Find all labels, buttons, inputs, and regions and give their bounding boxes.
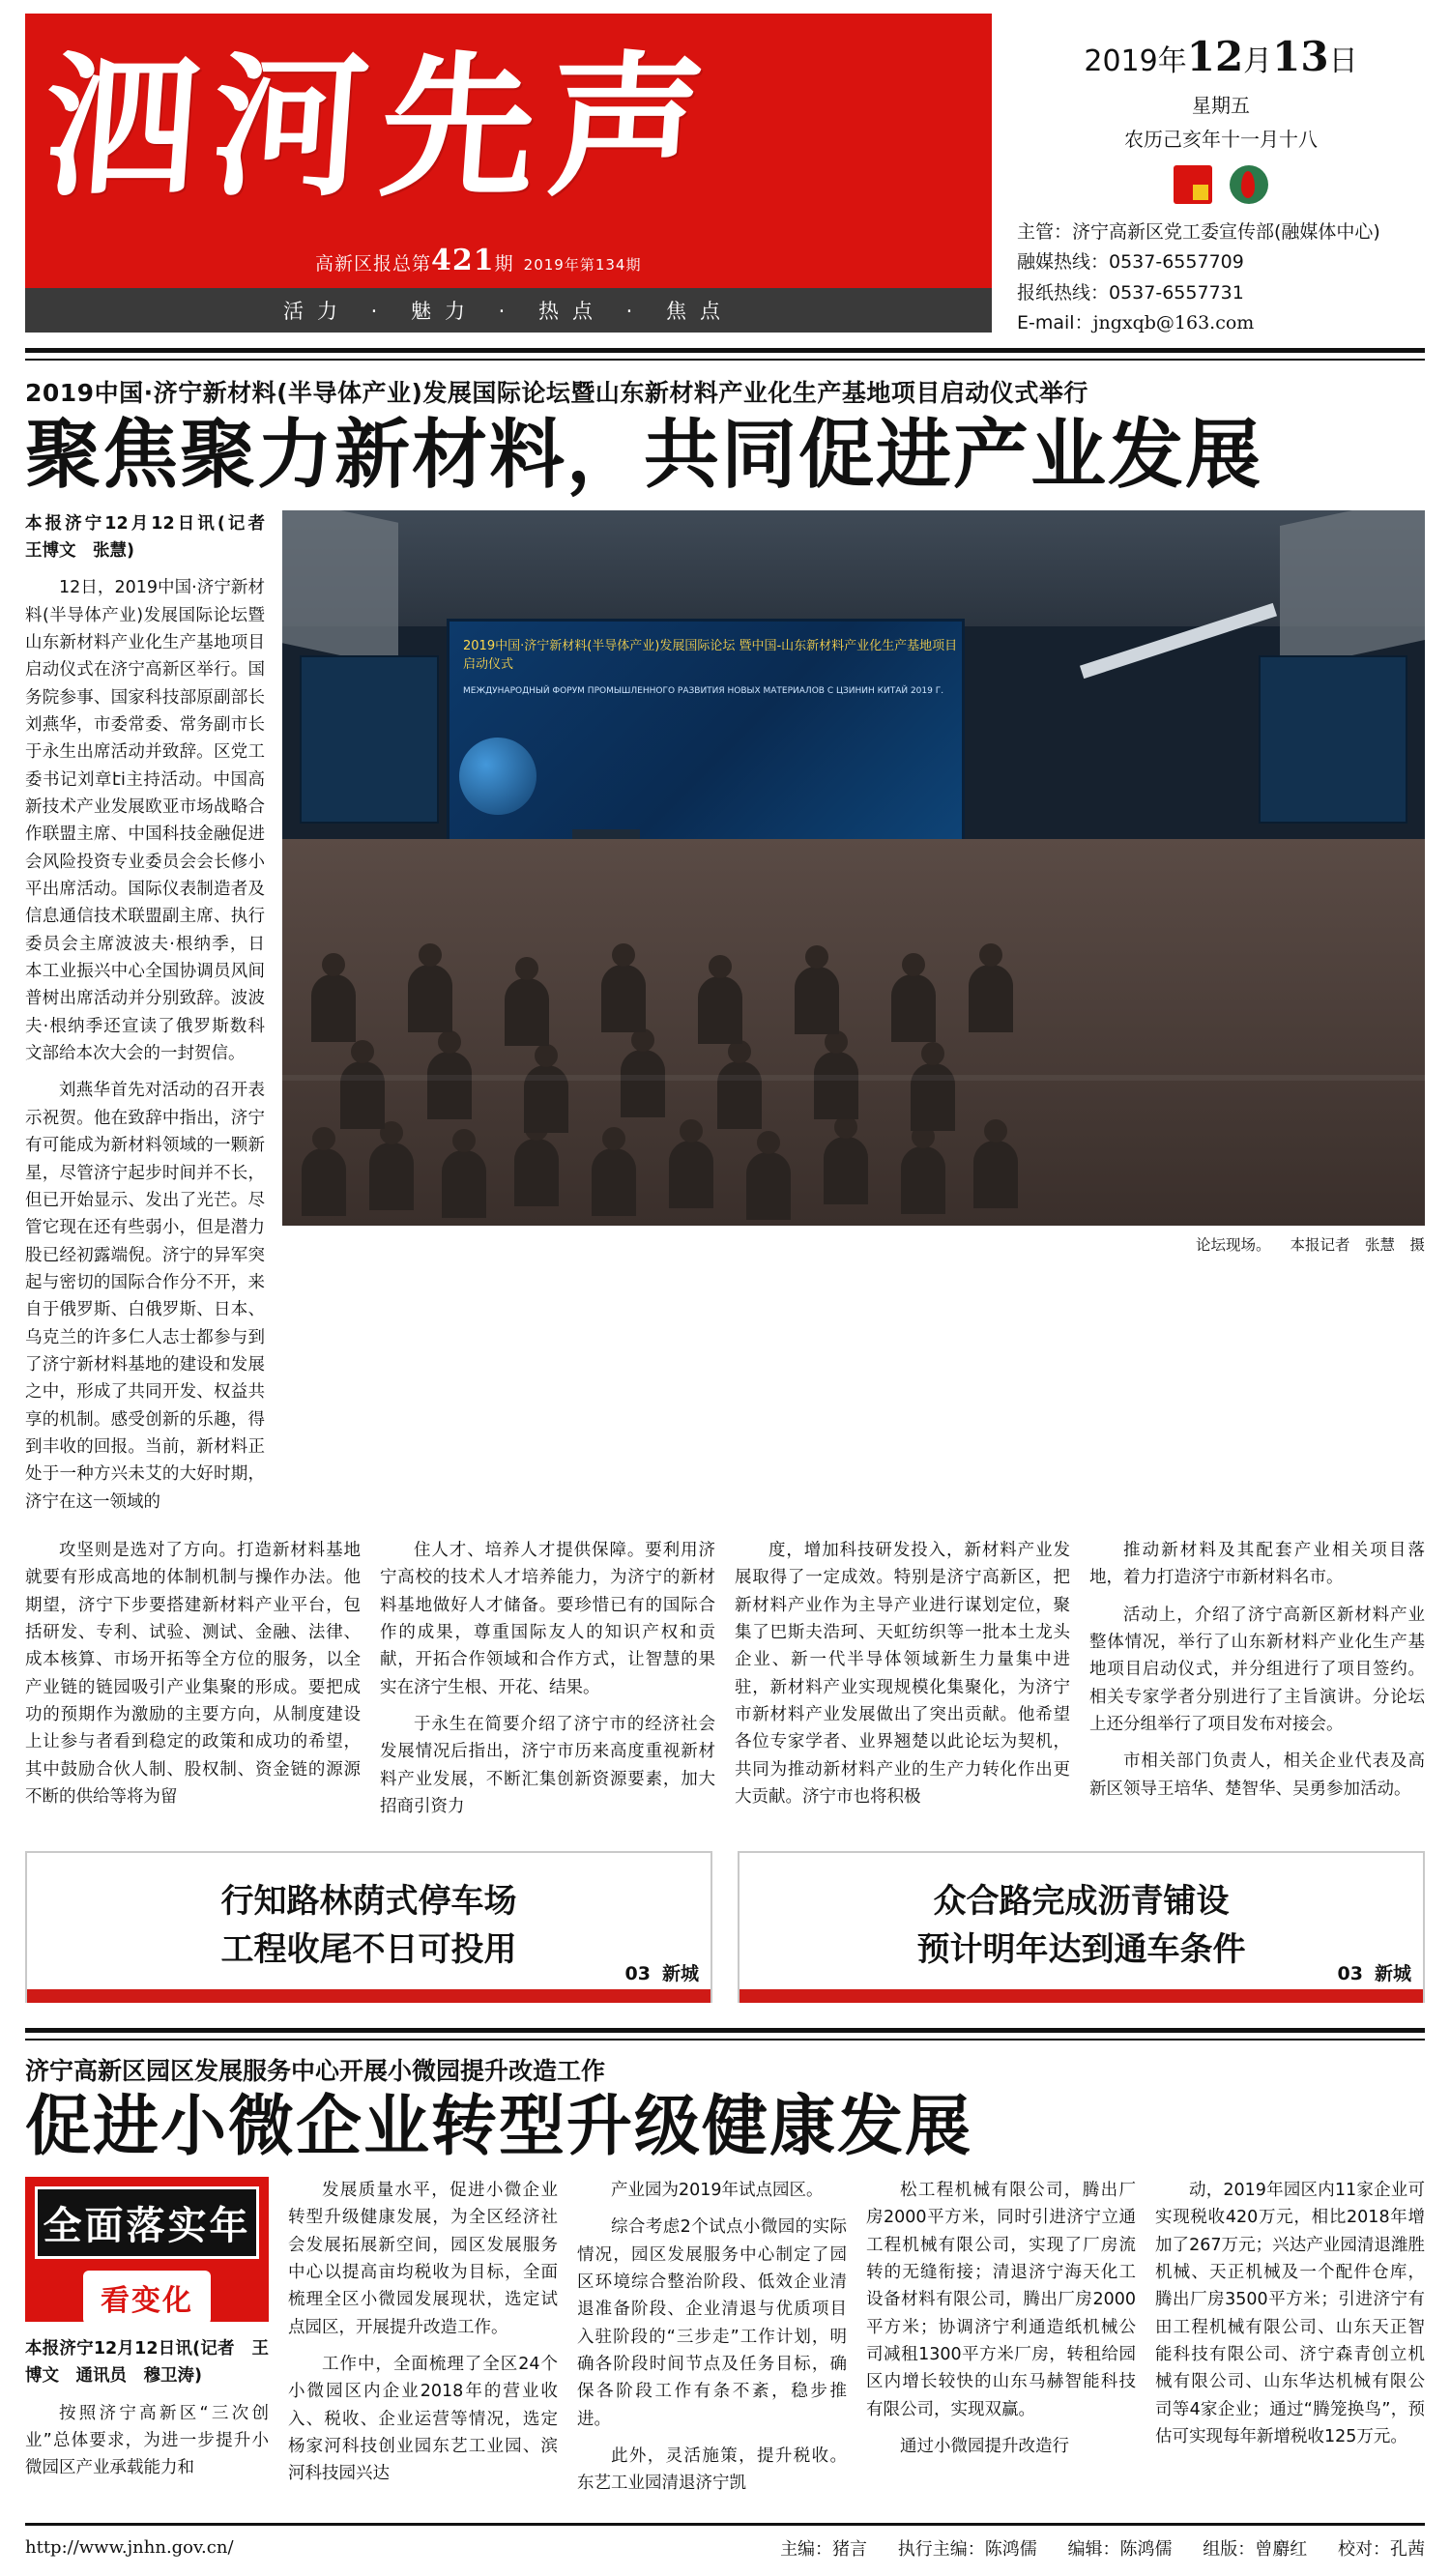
body-column-4 (1089, 1537, 1425, 1830)
divider-thin-2 (25, 2039, 1425, 2041)
date-month-unit: 月 (1243, 44, 1273, 78)
teaser-card-parking[interactable] (25, 1851, 712, 2003)
audience-person (698, 976, 742, 1044)
lead-paragraph: 12日，2019中国·济宁新材料(半导体产业)发展国际论坛暨山东新材料产业化生产基地项目启动仪式在济宁高新区举行。国务院参事、国家科技部原副部长刘燕华，市委常委、常务副市长于永生出席活动并致辞。区党工委书记刘章էi主持活动。中国高新技术产业发展欧亚市场战略合作联盟主席、中国科技金融促进会风险投资专业委员会会长修小平出席活动。国际仪表制造者及信息通信技术联盟副主席、执行委员会主席波波夫·根纳季，日本工业振兴中心全国协调员风间普树出席活动并分别致辞。波波夫·根纳季还宣读了俄罗斯数科文部给本次大会的一封贺信。 (25, 578, 265, 1064)
lead-block (25, 510, 1425, 1525)
credit-chief-editor: 主编：猪言 (780, 2538, 868, 2560)
credit-layout: 组版：曾麝红 (1203, 2538, 1308, 2560)
date-day-unit: 日 (1328, 44, 1358, 78)
audience-person (901, 1146, 945, 1214)
teaser-red-bar (27, 1989, 710, 2003)
body-paragraph: 攻坚则是选对了方向。打造新材料基地就要有形成高地的体制机制与操作办法。他期望，济宁下步要搭建新材料产业平台，包括研发、专利、试验、测试、金融、法律、成本核算、市场开拓等全方位的服务，以全产业链的链园吸引产业集聚的形成。要把成功的预期作为激励的主要方向，从制度建设上让参与者看到稳定的政策和成功的希望，其中鼓励合伙人制、股权制、资金链的源源不断的供给等将为留 (25, 1540, 361, 1808)
audience-person (311, 974, 356, 1042)
body-column-1 (25, 1537, 361, 1830)
imprint-hotline-media: 融媒热线：0537-6557709 (1017, 251, 1244, 274)
story2-paragraph: 产业园为2019年试点园区。 (611, 2180, 824, 2200)
body-column-2 (380, 1537, 715, 1830)
lead-paragraph: 刘燕华首先对活动的召开表示祝贺。他在致辞中指出，济宁有可能成为新材料领域的一颗新星，尽管济宁起步时间并不长，但已开始显示、发出了光芒。尽管它现在还有些弱小，但是潜力股已经初露端倪。济宁的异军突起与密切的国际合作分不开，来自于俄罗斯、白俄罗斯、日本、乌克兰的许多仁人志士都参与到了济宁新材料基地的建设和发展之中，形成了共同开发、权益共享的机制。感受创新的乐趣，得到丰收的回报。当前，新材料正处于一种方兴未艾的大好时期，济宁在这一领域的 (25, 1081, 265, 1512)
audience-person (795, 967, 839, 1034)
imprint-authority: 主管：济宁高新区党工委宣传部(融媒体中心) (1017, 221, 1380, 243)
story2-col-4 (866, 2177, 1136, 2507)
globe-icon (459, 738, 536, 815)
audience-person (369, 1143, 414, 1210)
audience-person (891, 974, 936, 1042)
body-paragraph: 推动新材料及其配套产业相关项目落地，着力打造济宁市新材料名市。 (1089, 1540, 1425, 1588)
photo-credit: 本报记者 张慧 摄 (1290, 1235, 1425, 1254)
credit-proofreader: 校对：孔茜 (1338, 2538, 1425, 2560)
lead-kicker: 2019中国·济宁新材料(半导体产业)发展国际论坛暨山东新材料产业化生产基地项目启动仪式举行 (25, 379, 1088, 408)
date-year: 2019年 (1084, 44, 1187, 78)
photo-caption (282, 1233, 1425, 1255)
audience-person (746, 1152, 791, 1220)
masthead-info (992, 14, 1425, 338)
lead-first-column (25, 510, 282, 1525)
imprint-email-value: jngxqb@163.com (1092, 312, 1255, 334)
story2-col-3 (577, 2177, 847, 2507)
audience-person (621, 1050, 665, 1117)
photo-ceiling-left (282, 510, 398, 668)
story2-block (25, 2177, 1425, 2507)
body-paragraph: 度，增加科技研发投入，新材料产业发展取得了一定成效。特别是济宁高新区，把新材料产业作为主导产业进行谋划定位，聚集了巴斯夫浩珂、天虹纺织等一批本土龙头企业、新一代半导体领域新生力量集中进驻，新材料产业实现规模化集聚化，为济宁市新材料产业发展做出了突出贡献。他希望各位专家学者、业界翘楚以此论坛为契机，共同为推动新材料产业的生产力转化作出更大贡献。济宁市也将积极 (735, 1540, 1070, 1808)
story2-col-2 (288, 2177, 558, 2507)
imprint-hotline-paper: 报纸热线：0537-6557731 (1017, 281, 1244, 304)
badge-top-text: 全面落实年 (35, 2186, 259, 2259)
media-logos (1017, 165, 1425, 204)
divider-thick-2 (25, 2028, 1425, 2033)
lead-headline: 聚焦聚力新材料，共同促进产业发展 (25, 411, 1263, 500)
lead-byline (25, 510, 282, 565)
story2-col-5 (1155, 2177, 1425, 2507)
audience-person (302, 1148, 346, 1216)
body-column-3 (735, 1537, 1070, 1830)
story2-kicker: 济宁高新区园区发展服务中心开展小微园提升改造工作 (25, 2057, 606, 2086)
story2-paragraph: 此外，灵活施策，提升税收。东艺工业园清退济宁凯 (577, 2446, 847, 2494)
story2-paragraph: 动，2019年园区内11家企业可实现税收420万元，相比2018年增加了267万元；兴达产业园清退潍胜机械、天正机械及一个配件仓库，腾出厂房3500平方米；引进济宁有田工程机械有限公司、山东天正智能科技有限公司、济宁森青创立机械有限公司、山东华达机械有限公司等4家企业；通过“腾笼换鸟”，预估可实现每年新增税收125万元。 (1155, 2180, 1425, 2446)
teaser-line-2: 预计明年达到通车条件 (916, 1929, 1246, 1969)
lead-body-columns (25, 1537, 1425, 1830)
teaser-line-1: 众合路完成沥青铺设 (933, 1882, 1230, 1922)
divider-thick (25, 348, 1425, 353)
screen-title-text: 2019中国·济宁新材料(半导体产业)发展国际论坛 暨中国-山东新材料产业化生产基地项目启动仪式 (463, 638, 958, 673)
teaser-title (37, 1878, 701, 1974)
imprint (1017, 217, 1425, 338)
audience-person (969, 965, 1013, 1032)
newspaper-title-text: 泗河先声 (38, 36, 724, 217)
teaser-title (749, 1878, 1413, 1974)
issue-number: 421 (431, 244, 495, 277)
divider-thin (25, 359, 1425, 361)
story2-paragraph: 通过小微园提升改造行 (900, 2436, 1069, 2456)
body-paragraph: 活动上，介绍了济宁高新区新材料产业整体情况，举行了山东新材料产业化生产基地项目启动仪式，并分组进行了项目签约。相关专家学者分别进行了主旨演讲。分论坛上还分组举行了项目发布对接会。 (1089, 1605, 1425, 1735)
body-paragraph: 市相关部门负责人，相关企业代表及高新区领导王培华、楚智华、吴勇参加活动。 (1089, 1751, 1425, 1799)
lunar-date: 农历己亥年十一月十八 (1124, 128, 1318, 151)
credit-editor: 编辑：陈鸿儒 (1067, 2538, 1173, 2560)
teaser-card-road[interactable] (738, 1851, 1425, 2003)
masthead (25, 0, 1425, 338)
story2-paragraph: 松工程机械有限公司，腾出厂房2000平方米，同时引进济宁立通工程机械有限公司，实现了厂房流转的无缝衔接；清退济宁海天化工设备材料有限公司，腾出厂房2000平方米；协调济宁利通造纸机械公司减租1300平方米厂房，转租给园区内增长较快的山东马赫智能科技有限公司，实现双赢。 (866, 2180, 1136, 2419)
teaser-page-ref (1326, 1959, 1411, 1985)
photo-side-screen-right (1259, 655, 1407, 824)
audience-person (427, 1052, 472, 1119)
teaser-row (25, 1851, 1425, 2003)
masthead-banner (25, 14, 992, 333)
story2-paragraph: 按照济宁高新区“三次创业”总体要求，为进一步提升小微园区产业承载能力和 (25, 2403, 269, 2478)
story2-paragraph: 工作中，全面梳理了全区24个小微园区内企业2018年的营业收入、税收、企业运营等情况，选定杨家河科技创业园东艺工业园、滨河科技园兴达 (288, 2354, 558, 2484)
lead-byline-text: 本报济宁12月12日讯(记者 王博文 张慧) (25, 513, 282, 561)
imprint-email-row (1017, 308, 1425, 338)
teaser-section: 新城 (1374, 1963, 1411, 1985)
photo-row-shadow (282, 1075, 1425, 1081)
badge-bottom-text: 看变化 (83, 2271, 211, 2325)
issue-prefix: 高新区报总第 (315, 253, 432, 275)
story2-headline: 促进小微企业转型升级健康发展 (25, 2088, 973, 2166)
weekday: 星期五 (1192, 94, 1250, 117)
staff-credits (755, 2535, 1425, 2561)
audience-person (973, 1141, 1018, 1208)
teaser-page-number: 03 (1337, 1963, 1363, 1985)
body-paragraph: 住人才、培养人才提供保障。要利用济宁高校的技术人才培养能力，为济宁的新材料基地做好人才储备。要珍惜已有的国际合作的成果，尊重国际友人的知识产权和贡献，开拓合作领域和合作方式，让智慧的果实在济宁生根、开花、结果。 (380, 1540, 715, 1697)
story2-col-1 (25, 2335, 269, 2482)
audience-person (408, 965, 452, 1032)
photo-side-screen-left (300, 655, 439, 824)
photo-audience (282, 839, 1425, 1226)
issue-line (315, 244, 641, 277)
audience-person (669, 1141, 713, 1208)
imprint-email-label: E-mail： (1017, 312, 1093, 334)
teaser-line-2: 工程收尾不日可投用 (220, 1929, 517, 1969)
app-circle-icon (1230, 165, 1268, 204)
photo-main-screen (447, 619, 965, 847)
audience-person (442, 1150, 486, 1218)
photo-caption-text: 论坛现场。 (1195, 1235, 1271, 1254)
masthead-slogan: 活力 · 魅力 · 热点 · 焦点 (25, 288, 992, 333)
audience-person (505, 978, 549, 1046)
audience-person (601, 965, 646, 1032)
screen-russian-text: МЕЖДУНАРОДНЫЙ ФОРУМ ПРОМЫШЛЕННОГО РАЗВИТИЯ НОВЫХ МАТЕРИАЛОВ С ЦЗИНИН КИТАЙ 2019 Г. (463, 685, 944, 696)
conference-photo (282, 510, 1425, 1226)
date-day: 13 (1272, 33, 1329, 80)
issue-suffix: 期 (494, 253, 514, 275)
teaser-red-bar (740, 1989, 1423, 2003)
teaser-page-ref (614, 1959, 699, 1985)
story2-paragraph: 发展质量水平，促进小微企业转型升级健康发展，为全区经济社会发展拓展新空间，园区发展服务中心以提高亩均税收为目标，全面梳理全区小微园发展现状，选定试点园区，开展提升改造工作。 (288, 2180, 558, 2337)
story2-first-column (25, 2177, 269, 2507)
publication-date (1017, 33, 1425, 80)
audience-person (340, 1061, 385, 1129)
campaign-badge (25, 2177, 269, 2322)
teaser-page-number: 03 (624, 1963, 651, 1985)
badge-bottom (35, 2271, 259, 2325)
body-paragraph: 于永生在简要介绍了济宁市的经济社会发展情况后指出，济宁市历来高度重视新材料产业发展，不断汇集创新资源要素，加大招商引资力 (380, 1715, 715, 1817)
newspaper-title (38, 15, 972, 238)
story2-byline-text: 本报济宁12月12日讯(记者 王博文 通讯员 穆卫涛) (25, 2338, 269, 2387)
photo-ceiling-right (1280, 510, 1425, 671)
issue-year: 2019年第134期 (523, 256, 642, 274)
audience-person (814, 1052, 858, 1119)
page-footer (25, 2526, 1425, 2576)
teaser-section: 新城 (661, 1963, 699, 1985)
story2-paragraph: 综合考虑2个试点小微园的实际情况，园区发展服务中心制定了园区环境综合整治阶段、低效企业清退准备阶段、企业清退与优质项目入驻阶段的“三步走”工作计划，明确各阶段时间节点及任务目标，确保各阶段工作有条不紊，稳步推进。 (577, 2217, 847, 2429)
audience-person (911, 1063, 955, 1131)
lead-photo-block (282, 510, 1425, 1525)
wechat-square-icon (1174, 165, 1212, 204)
story2-byline (25, 2335, 269, 2390)
audience-person (717, 1061, 762, 1129)
date-month: 12 (1186, 33, 1244, 80)
teaser-line-1: 行知路林荫式停车场 (220, 1882, 517, 1922)
credit-executive-editor: 执行主编：陈鸿儒 (897, 2538, 1037, 2560)
audience-person (824, 1137, 868, 1204)
website-url[interactable]: http://www.jnhn.gov.cn/ (25, 2537, 234, 2559)
audience-person (592, 1148, 636, 1216)
audience-person (514, 1139, 559, 1206)
